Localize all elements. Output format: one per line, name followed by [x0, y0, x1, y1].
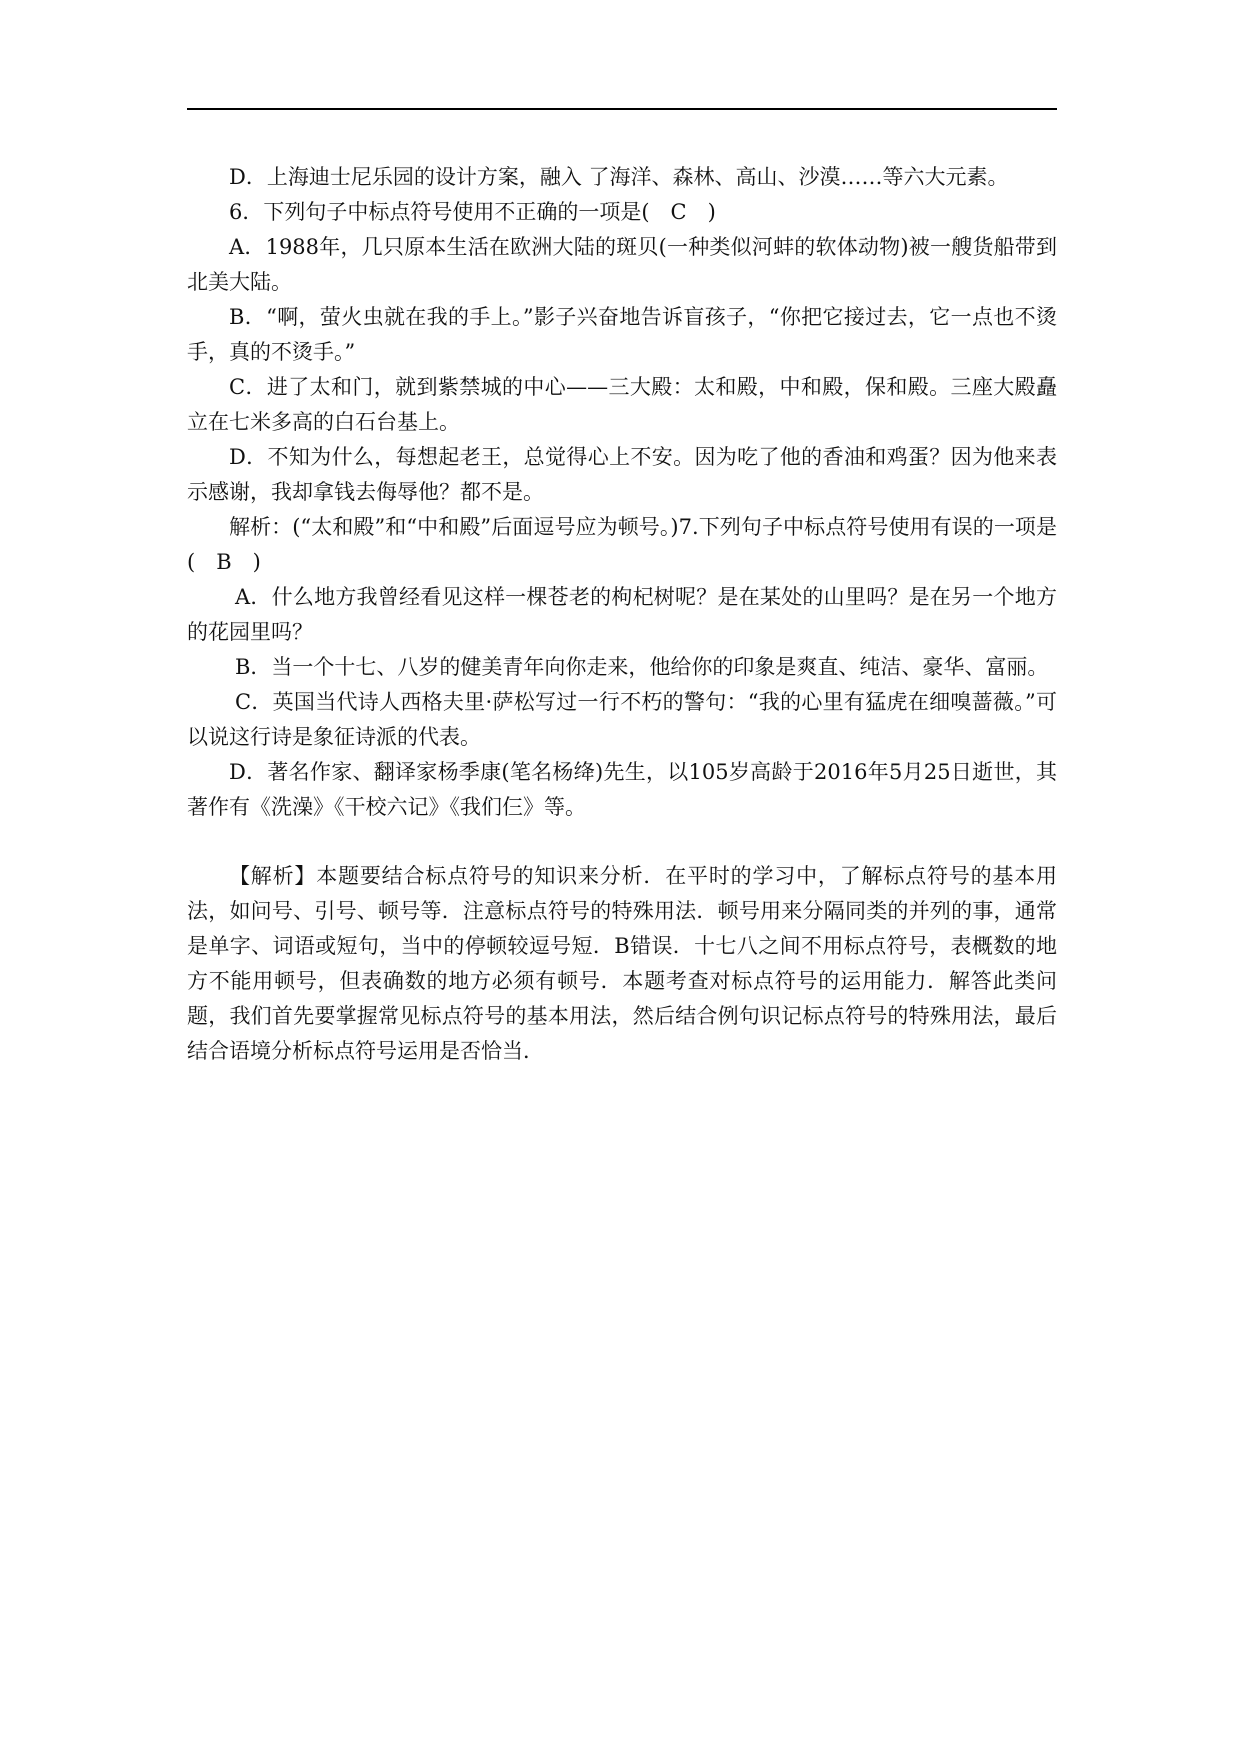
header-rule	[187, 108, 1057, 110]
question-6-analysis-and-question-7-stem: 解析：(“太和殿”和“中和殿”后面逗号应为顿号。)7.下列句子中标点符号使用有误的一项是( B )	[187, 515, 1057, 574]
document-body	[187, 160, 1057, 1069]
question-7-option-a: A．什么地方我曾经看见这样一棵苍老的枸杞树呢？是在某处的山里吗？是在另一个地方的花园里吗？	[187, 585, 1057, 644]
question-6-option-c: C．进了太和门，就到紫禁城的中心——三大殿：太和殿，中和殿，保和殿。三座大殿矗立在七米多高的白石台基上。	[187, 375, 1057, 434]
question-7-option-b: B．当一个十七、八岁的健美青年向你走来，他给你的印象是爽直、纯洁、豪华、富丽。	[235, 655, 1049, 679]
option-d-previous-question: D．上海迪士尼乐园的设计方案，融入 了海洋、森林、高山、沙漠……等六大元素。	[229, 165, 1009, 189]
question-6-option-b: B．“啊，萤火虫就在我的手上。”影子兴奋地告诉盲孩子，“你把它接过去，它一点也不烫手，真的不烫手。”	[187, 305, 1057, 364]
analysis-paragraph: 【解析】本题要结合标点符号的知识来分析．在平时的学习中，了解标点符号的基本用法，如问号、引号、顿号等．注意标点符号的特殊用法．顿号用来分隔同类的并列的事，通常是单字、词语或短句，当中的停顿较逗号短．B错误．十七八之间不用标点符号，表概数的地方不能用顿号，但表确数的地方必须有顿号．本题考查对标点符号的运用能力．解答此类问题，我们首先要掌握常见标点符号的基本用法，然后结合例句识记标点符号的特殊用法，最后结合语境分析标点符号运用是否恰当．	[187, 864, 1057, 1063]
question-7-option-d: D．著名作家、翻译家杨季康(笔名杨绛)先生，以105岁高龄于2016年5月25日逝世，其著作有《洗澡》《干校六记》《我们仨》等。	[187, 760, 1057, 819]
question-6-stem: 6．下列句子中标点符号使用不正确的一项是( C )	[229, 200, 716, 224]
question-6-option-d: D．不知为什么，每想起老王，总觉得心上不安。因为吃了他的香油和鸡蛋？因为他来表示感谢，我却拿钱去侮辱他？都不是。	[187, 445, 1057, 504]
question-6-option-a: A．1988年，几只原本生活在欧洲大陆的斑贝(一种类似河蚌的软体动物)被一艘货船带到北美大陆。	[187, 235, 1057, 294]
paragraph-gap	[187, 825, 1057, 859]
question-7-option-c: C．英国当代诗人西格夫里·萨松写过一行不朽的警句：“我的心里有猛虎在细嗅蔷薇。”可以说这行诗是象征诗派的代表。	[187, 690, 1057, 749]
